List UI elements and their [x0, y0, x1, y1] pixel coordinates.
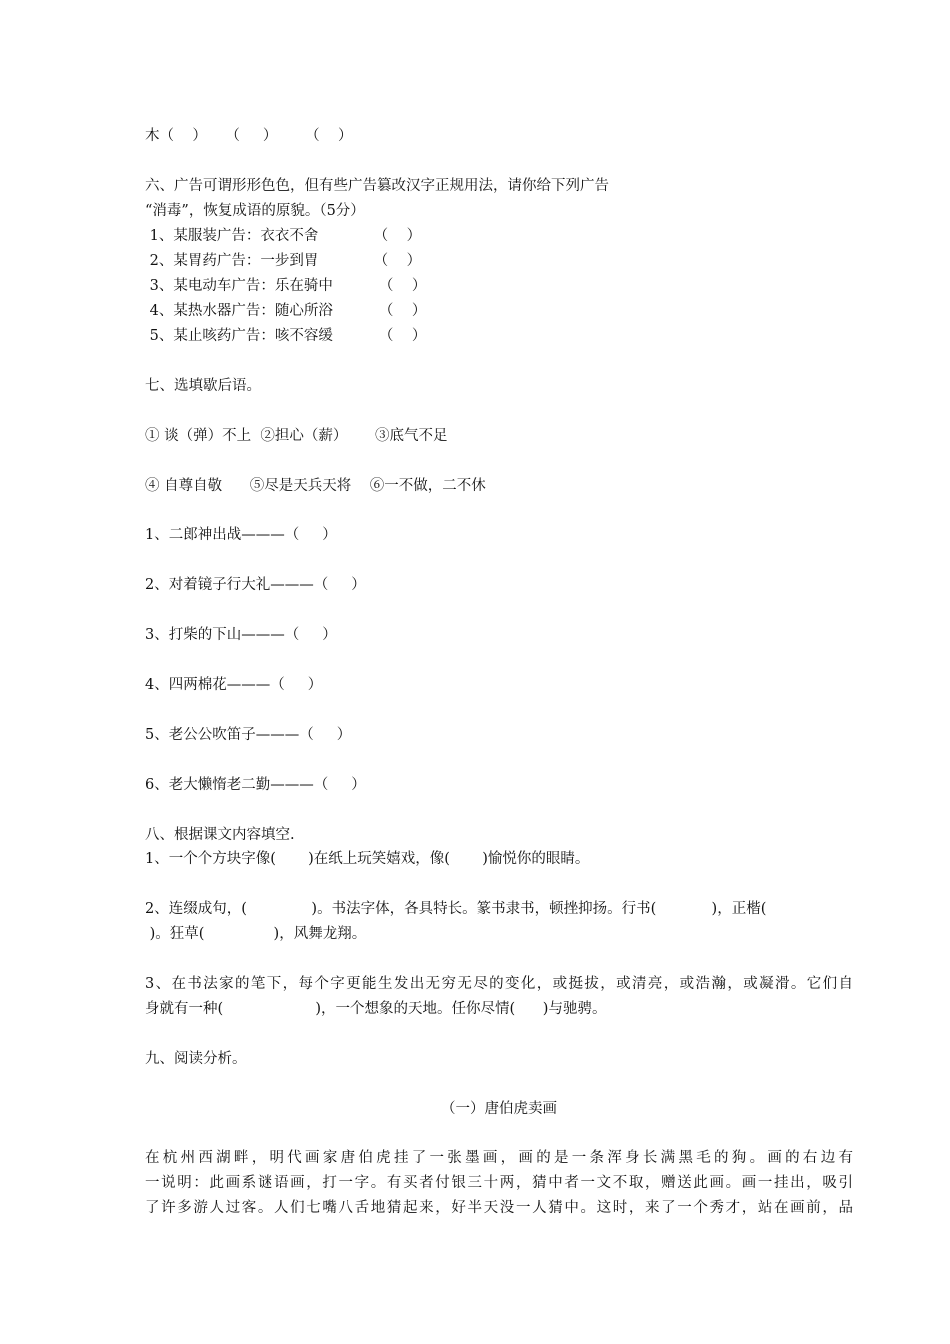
section-7-question-1: 1、二郎神出战———（ ）	[145, 527, 337, 543]
section-8-title: 八、根据课文内容填空.	[145, 827, 295, 843]
reading-paragraph-line-2: 一说明：此画系谜语画，打一字。有买者付银三十两，猜中者一文不取，赠送此画。画一挂出，吸引	[145, 1175, 853, 1191]
reading-paragraph-line-1: 在杭州西湖畔，明代画家唐伯虎挂了一张墨画，画的是一条浑身长满黑毛的狗。画的右边有	[145, 1150, 853, 1166]
section-6-title-cont: “消毒”，恢复成语的原貌。（5分）	[145, 203, 365, 219]
section-8-question-1: 1、一个个方块字像( )在纸上玩笑嬉戏，像( )愉悦你的眼睛。	[145, 851, 590, 867]
section-6-item-3: 3、某电动车广告：乐在骑中 （ ）	[145, 278, 427, 294]
section-7-options-1: ① 谈（弹）不上 ②担心（薪） ③底气不足	[145, 428, 448, 444]
section-8-question-3: 3、在书法家的笔下，每个字更能生发出无穷无尽的变化，或挺拔，或清亮，或浩瀚，或凝滑。它们自	[145, 976, 853, 992]
section-7-question-2: 2、对着镜子行大礼———（ ）	[145, 577, 366, 593]
section-7-question-6: 6、老大懒惰老二勤———（ ）	[145, 777, 366, 793]
section-7-question-5: 5、老公公吹笛子———（ ）	[145, 727, 352, 743]
section-9-title: 九、阅读分析。	[145, 1051, 247, 1067]
section-8-question-2: 2、连缀成句，( )。书法字体，各具特长。篆书隶书，顿挫抑扬。行书( )，正楷(	[145, 901, 767, 917]
section-7-question-3: 3、打柴的下山———（ ）	[145, 627, 337, 643]
blank-line-mu: 木（ ） （ ） （ ）	[145, 128, 353, 144]
section-6-item-4: 4、某热水器广告：随心所浴 （ ）	[145, 303, 427, 319]
reading-title: （一）唐伯虎卖画	[441, 1101, 557, 1117]
section-7-title: 七、选填歇后语。	[145, 378, 261, 394]
section-6-item-5: 5、某止咳药广告：咳不容缓 （ ）	[145, 328, 427, 344]
section-8-question-2-cont: )。狂草( )，风舞龙翔。	[145, 926, 367, 942]
section-8-question-3-cont: 身就有一种( )，一个想象的天地。任你尽情( )与驰骋。	[145, 1001, 607, 1017]
section-6-title: 六、广告可谓形形色色，但有些广告篡改汉字正规用法，请你给下列广告	[145, 178, 609, 194]
section-7-question-4: 4、四两棉花———（ ）	[145, 677, 323, 693]
section-6-item-1: 1、某服装广告：衣衣不舍 （ ）	[145, 228, 422, 244]
section-7-options-2: ④ 自尊自敬 ⑤尽是天兵天将 ⑥一不做，二不休	[145, 478, 486, 494]
section-6-item-2: 2、某胃药广告：一步到胃 （ ）	[145, 253, 422, 269]
reading-paragraph-line-3: 了许多游人过客。人们七嘴八舌地猜起来，好半天没一人猜中。这时，来了一个秀才，站在画前，品	[145, 1200, 853, 1216]
